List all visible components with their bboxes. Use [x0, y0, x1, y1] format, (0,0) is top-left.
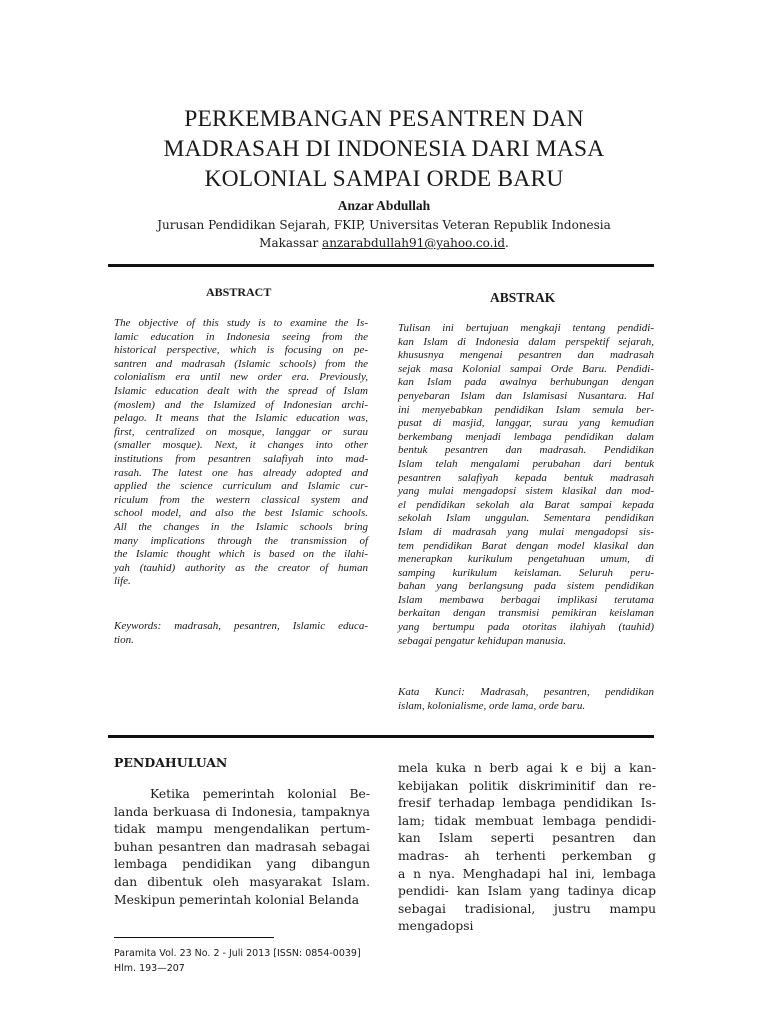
text-line: yang bertumpu pada otoritas ilahiyah (tauhid)	[398, 621, 654, 634]
text-line: dan dibentuk oleh masyarakat Islam.	[114, 874, 370, 889]
text-line: Kata Kunci: Madrasah, pesantren, pendidikan	[398, 686, 654, 698]
text-line: pesantren salafiyah kepada bentuk madrasah	[398, 471, 654, 484]
abstrak-keywords	[398, 686, 654, 713]
text-line: kebijakan politik diskriminitif dan re-	[398, 778, 656, 793]
text-line: sebagai tradisional, justru mampu	[398, 901, 656, 916]
text-line: Meskipun pemerintah kolonial Belanda	[114, 892, 360, 907]
text-line: bentuk pesantren dan madrasah. Pendidikan	[398, 444, 654, 457]
text-line: tidak mampu mengendalikan pertum-	[114, 822, 370, 837]
footnote	[114, 946, 361, 976]
text-line: Islam membawa berbagai implikasi terutama	[398, 593, 654, 606]
text-line: sebagai pengatur kehidupan manusia.	[398, 634, 567, 647]
affiliation-line: Jurusan Pendidikan Sejarah, FKIP, Universitas Veteran Republik Indonesia	[157, 218, 611, 232]
footnote-rule	[114, 937, 274, 938]
text-line: (moslem) and the Islamized of Indonesian archi-	[114, 398, 368, 411]
text-line: menerapkan kurikulum pengetahuan umum, di	[398, 553, 654, 566]
text-line: santren and madrasah (Islamic schools) from the	[114, 357, 368, 370]
text-line: penyebaran Islam dan Islamisasi Nusantara. Hal	[398, 389, 654, 402]
text-line: institutions from pesantren salafiyah into mad-	[114, 452, 368, 465]
text-line: many implications through the transmission of	[114, 534, 368, 547]
text-line: khususnya mengenai pesantren dan madrasah	[398, 349, 654, 362]
text-line: Islamic education dealt with the spread of Islam	[114, 384, 368, 397]
text-line: mengadopsi	[398, 919, 474, 934]
title-line: MADRASAH DI INDONESIA DARI MASA	[163, 136, 605, 162]
footnote-line: Paramita Vol. 23 No. 2 - Juli 2013 [ISSN: 0854-0039]	[114, 948, 361, 959]
text-line: kan Islam seperti pesantren dan	[398, 831, 656, 846]
text-line: The objective of this study is to examine the Is-	[114, 317, 368, 329]
section-divider	[108, 735, 654, 738]
text-line: colonialism era until new order era. Previously,	[114, 371, 368, 384]
email-link[interactable]: anzarabdullah91@yahoo.co.id	[322, 236, 505, 250]
text-line: Keywords: madrasah, pesantren, Islamic educa-	[114, 620, 368, 632]
text-line: kan Islam di Indonesia dalam perspektif sejarah,	[398, 335, 654, 348]
text-line: riculum from the western classical system and	[114, 493, 368, 506]
abstrak-text	[398, 322, 654, 648]
text-line: islam, kolonialisme, orde lama, orde baru.	[398, 699, 586, 712]
title-line: PERKEMBANGAN PESANTREN DAN	[184, 106, 584, 132]
text-line: school model, and also the best Islamic schools.	[114, 507, 368, 520]
text-line: the Islamic thought which is based on the ilahi-	[114, 548, 368, 561]
text-line: life.	[114, 575, 131, 588]
text-line: pelago. It means that the Islamic education was,	[114, 412, 368, 425]
text-line: bahan yang berlangsung pada sistem pendidikan	[398, 580, 654, 593]
section-heading-pendahuluan: PENDAHULUAN	[114, 755, 228, 770]
text-line: Islam di madrasah yang mulai mengadopsi sis-	[398, 525, 654, 538]
text-line: applied the science curriculum and Islamic cur-	[114, 480, 368, 493]
text-line: sejak masa Kolonial sampai Orde Baru. Pendidi-	[398, 362, 654, 375]
abstract-keywords	[114, 620, 368, 647]
author-name: Anzar Abdullah	[337, 198, 431, 213]
top-divider	[108, 264, 654, 267]
text-line: mela kuka n berb agai k e bij a kan-	[398, 761, 656, 775]
text-line: first, centralized on mosque, langgar or surau	[114, 425, 368, 438]
abstract-text	[114, 317, 368, 589]
paper-title	[110, 104, 658, 194]
text-line: yah (tauhid) authority as the creator of human	[114, 561, 368, 574]
text-line: el pendidikan sekolah ala Barat sampai kepada	[398, 498, 654, 511]
text-line: lembaga pendidikan yang dibangun	[114, 857, 370, 872]
title-line: KOLONIAL SAMPAI ORDE BARU	[204, 166, 564, 192]
affiliation-line	[0, 234, 768, 252]
text-line: lamic education in Indonesia seeing from the	[114, 330, 368, 343]
text-line: buhan pesantren dan madrasah sebagai	[114, 839, 370, 854]
text-line: lam; tidak membuat lembaga pendidi-	[398, 813, 656, 828]
text-line: tem pendidikan Barat dengan model klasikal dan	[398, 539, 654, 552]
text-line: Islam telah mengalami perubahan dari bentuk	[398, 457, 654, 470]
text-line: ini menyebabkan pendidikan Islam semula ber-	[398, 403, 654, 416]
text-line: samping kurikulum keislaman. Seluruh peru-	[398, 566, 654, 579]
text-line: a n nya. Menghadapi hal ini, lembaga	[398, 866, 656, 881]
text-line: pusat di masjid, langgar, surau yang kemudian	[398, 417, 654, 430]
affiliation	[0, 216, 768, 252]
text-line: madras- ah terhenti perkemban g	[398, 848, 656, 863]
text-line: Tulisan ini bertujuan mengkaji tentang pendidi-	[398, 322, 654, 334]
body-column-right	[398, 760, 656, 936]
text-line: yang mulai mengadopsi sistem klasikal dan mod-	[398, 485, 654, 498]
text-line: landa berkuasa di Indonesia, tampaknya	[114, 804, 370, 819]
text-line: historical perspective, which is focusing on pe-	[114, 344, 368, 357]
text-line: kan Islam pada awalnya berhubungan dengan	[398, 376, 654, 389]
text-line: rasah. The latest one has already adopted and	[114, 466, 368, 479]
text-line: berkaitan dengan transmisi pemikiran keislaman	[398, 607, 654, 620]
text-line: sekolah Islam unggulan. Sementara pendidikan	[398, 512, 654, 525]
text-line: berkembang menjadi lembaga pendidikan dalam	[398, 430, 654, 443]
footnote-line: Hlm. 193—207	[114, 963, 185, 974]
affiliation-punct: .	[505, 236, 509, 250]
text-line: Ketika pemerintah kolonial Be-	[150, 787, 370, 801]
text-line: tion.	[114, 633, 134, 646]
abstract-heading: ABSTRACT	[206, 285, 272, 299]
affiliation-city: Makassar	[259, 236, 323, 250]
text-line: pendidi- kan Islam yang tadinya dicap	[398, 884, 656, 899]
abstrak-heading: ABSTRAK	[490, 290, 556, 305]
text-line: fresif terhadap lembaga pendidikan Is-	[398, 796, 656, 811]
text-line: (smaller mosque). Next, it changes into other	[114, 439, 368, 452]
text-line: All the changes in the Islamic schools bring	[114, 520, 368, 533]
body-column-left	[114, 786, 370, 909]
